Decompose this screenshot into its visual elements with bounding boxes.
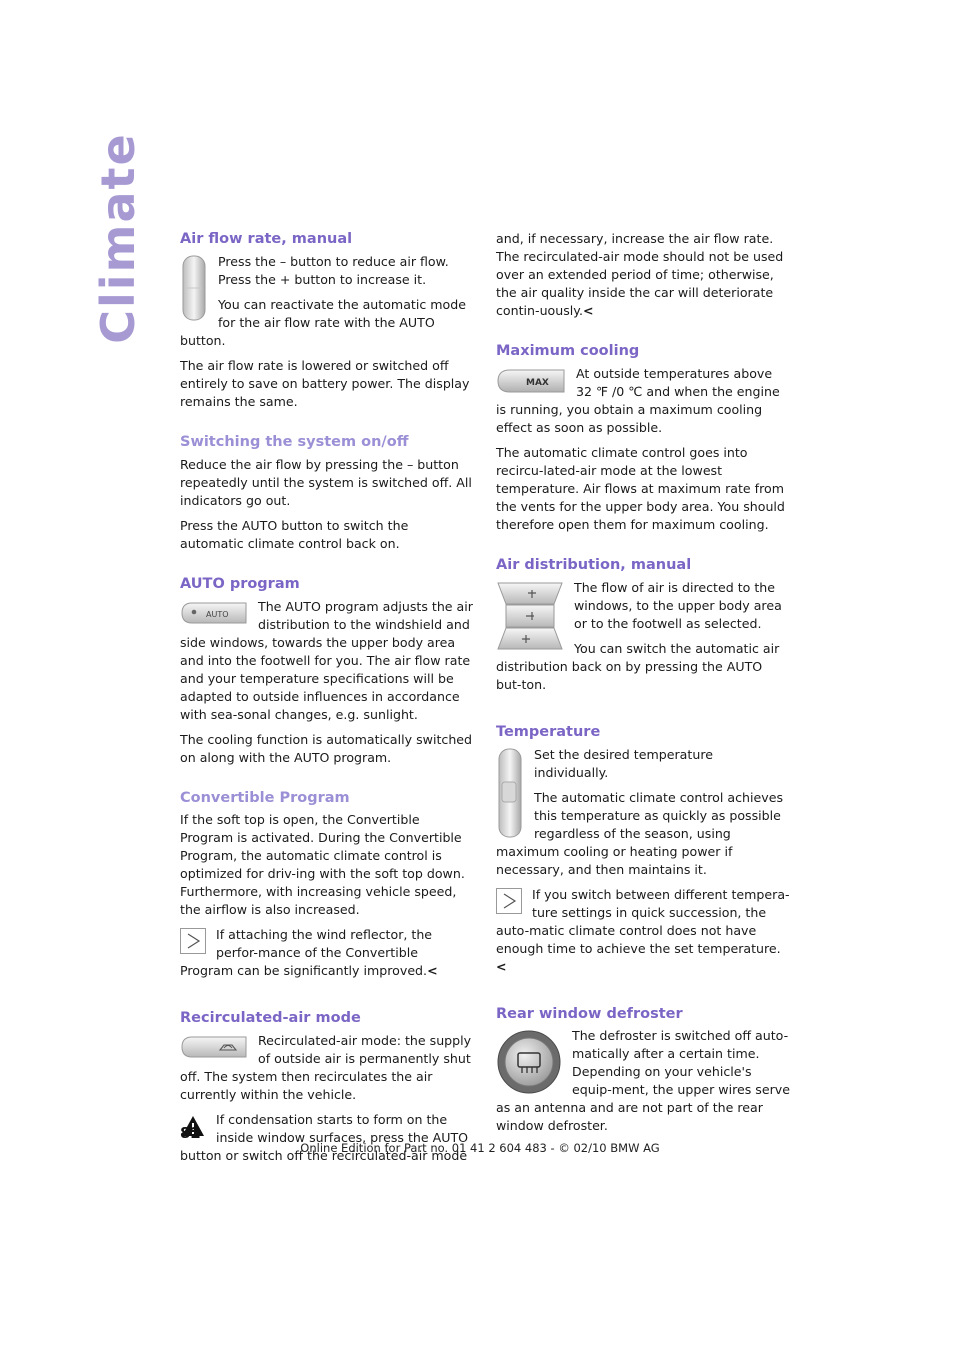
section-title: Air flow rate, manual — [180, 231, 353, 247]
paragraph: You can switch the automatic air distribution back on by pressing the AUTO but-ton. — [496, 640, 780, 692]
section-switching — [180, 433, 475, 553]
section-title: Switching the system on/off — [180, 433, 409, 450]
section-title: Convertible Program — [180, 789, 350, 806]
section-rear-defroster — [496, 1005, 791, 1143]
section-temperature — [496, 723, 791, 983]
max-button-icon — [496, 367, 566, 395]
paragraph: Press the AUTO button to switch the automatic climate control back on. — [180, 517, 409, 551]
section-title: Maximum cooling — [496, 343, 640, 359]
note-text: If you switch between different tempera-ture settings in quick succession, the auto-matic climate control does not have enough time to achieve the set temperature. — [496, 886, 790, 956]
note-triangle-icon — [180, 928, 206, 954]
temperature-rocker-icon — [496, 748, 524, 838]
fan-rocker-switch-icon — [180, 255, 208, 321]
paragraph: You can reactivate the automatic mode for the air flow rate with the AUTO button. — [180, 296, 466, 348]
section-auto-program — [180, 575, 475, 767]
paragraph: The air flow rate is lowered or switched off entirely to save on battery power. The display remains the same. — [180, 357, 470, 409]
paragraph: The automatic climate control goes into recircu-lated-air mode at the lowest temperature. Air flows at maximum rate from the vents for the upper body area. You should therefore open them for maximum cooling. — [496, 444, 785, 532]
paragraph: Press the – button to reduce air flow. Press the + button to increase it. — [218, 253, 449, 287]
paragraph: Set the desired temperature individually. — [534, 746, 713, 780]
auto-label: AUTO — [206, 609, 229, 619]
section-air-distribution — [496, 556, 791, 701]
paragraph: The cooling function is automatically switched on along with the AUTO program. — [180, 731, 473, 765]
end-mark: < — [582, 303, 594, 318]
paragraph: The flow of air is directed to the windows, to the upper body area or to the footwell as selected. — [574, 579, 782, 631]
rear-defroster-button-icon — [496, 1029, 562, 1095]
end-mark: < — [496, 958, 507, 974]
section-title: Recirculated-air mode — [180, 1010, 361, 1027]
warning-text-continued: and, if necessary, increase the air flow rate. The recirculated-air mode should not be used over an extended period of time; otherwise, the air quality inside the car will deteriorate contin-uously. — [496, 231, 784, 318]
right-column — [496, 230, 791, 1164]
paragraph: At outside temperatures above 32 ℉ /0 ℃ and when the engine is running, you obtain a maximum cooling effect as soon as possible. — [496, 365, 780, 435]
recirculation-button-icon — [180, 1034, 248, 1060]
paragraph: Reduce the air flow by pressing the – button repeatedly until the system is switched off. All indicators go out. — [180, 456, 472, 508]
paragraph: If the soft top is open, the Convertible Program is activated. During the Convertible Program, the automatic climate control is optimized for driv-ing with the soft top down. Furthermore, with increasing vehicle speed, the airflow is also increased. — [180, 812, 465, 918]
section-title: AUTO program — [180, 575, 300, 592]
paragraph: Recirculated-air mode: the supply of outside air is permanently shut off. The system then recirculates the air currently within the vehicle. — [180, 1033, 472, 1103]
section-convertible — [180, 789, 475, 988]
paragraph: The defroster is switched off auto-matically after a certain time. Depending on your vehicle's equip-ment, the upper wires serve as an antenna and are not part of the rear window defroster. — [496, 1028, 790, 1134]
end-mark: < — [427, 963, 438, 979]
note-text: If attaching the wind reflector, the perfor-mance of the Convertible Program can be significantly improved. — [180, 927, 433, 979]
warning-text: If condensation starts to form on the inside window surfaces, press the AUTO button or switch off the recirculated-air mode — [180, 1112, 469, 1164]
section-title: Air distribution, manual — [496, 556, 692, 573]
section-title: Temperature — [496, 723, 601, 740]
page-number: 82 — [180, 1124, 201, 1142]
air-distribution-buttons-icon — [496, 581, 564, 651]
auto-button-icon — [180, 600, 248, 626]
footer-edition: Online Edition for Part no. 01 41 2 604 483 - © 02/10 BMW AG — [300, 1141, 660, 1155]
note-triangle-icon — [496, 888, 522, 914]
chapter-title: Climate — [91, 132, 145, 344]
paragraph: The automatic climate control achieves this temperature as quickly as possible regardless of the season, using maximum cooling or heating power if necessary, and then maintains it. — [496, 789, 784, 877]
section-air-flow-manual — [180, 230, 475, 411]
section-title: Rear window defroster — [496, 1005, 683, 1022]
max-label: MAX — [526, 377, 549, 388]
paragraph: The AUTO program adjusts the air distribution to the windshield and side windows, towards the upper body area and into the footwell for you. The air flow rate and your temperature specifications will be adapted to outside influences in accordance with sea-sonal changes, e.g. sunlight. — [180, 598, 473, 722]
section-max-cooling — [496, 342, 791, 534]
left-column — [180, 230, 475, 1194]
section-recirculated-continued — [496, 230, 791, 320]
